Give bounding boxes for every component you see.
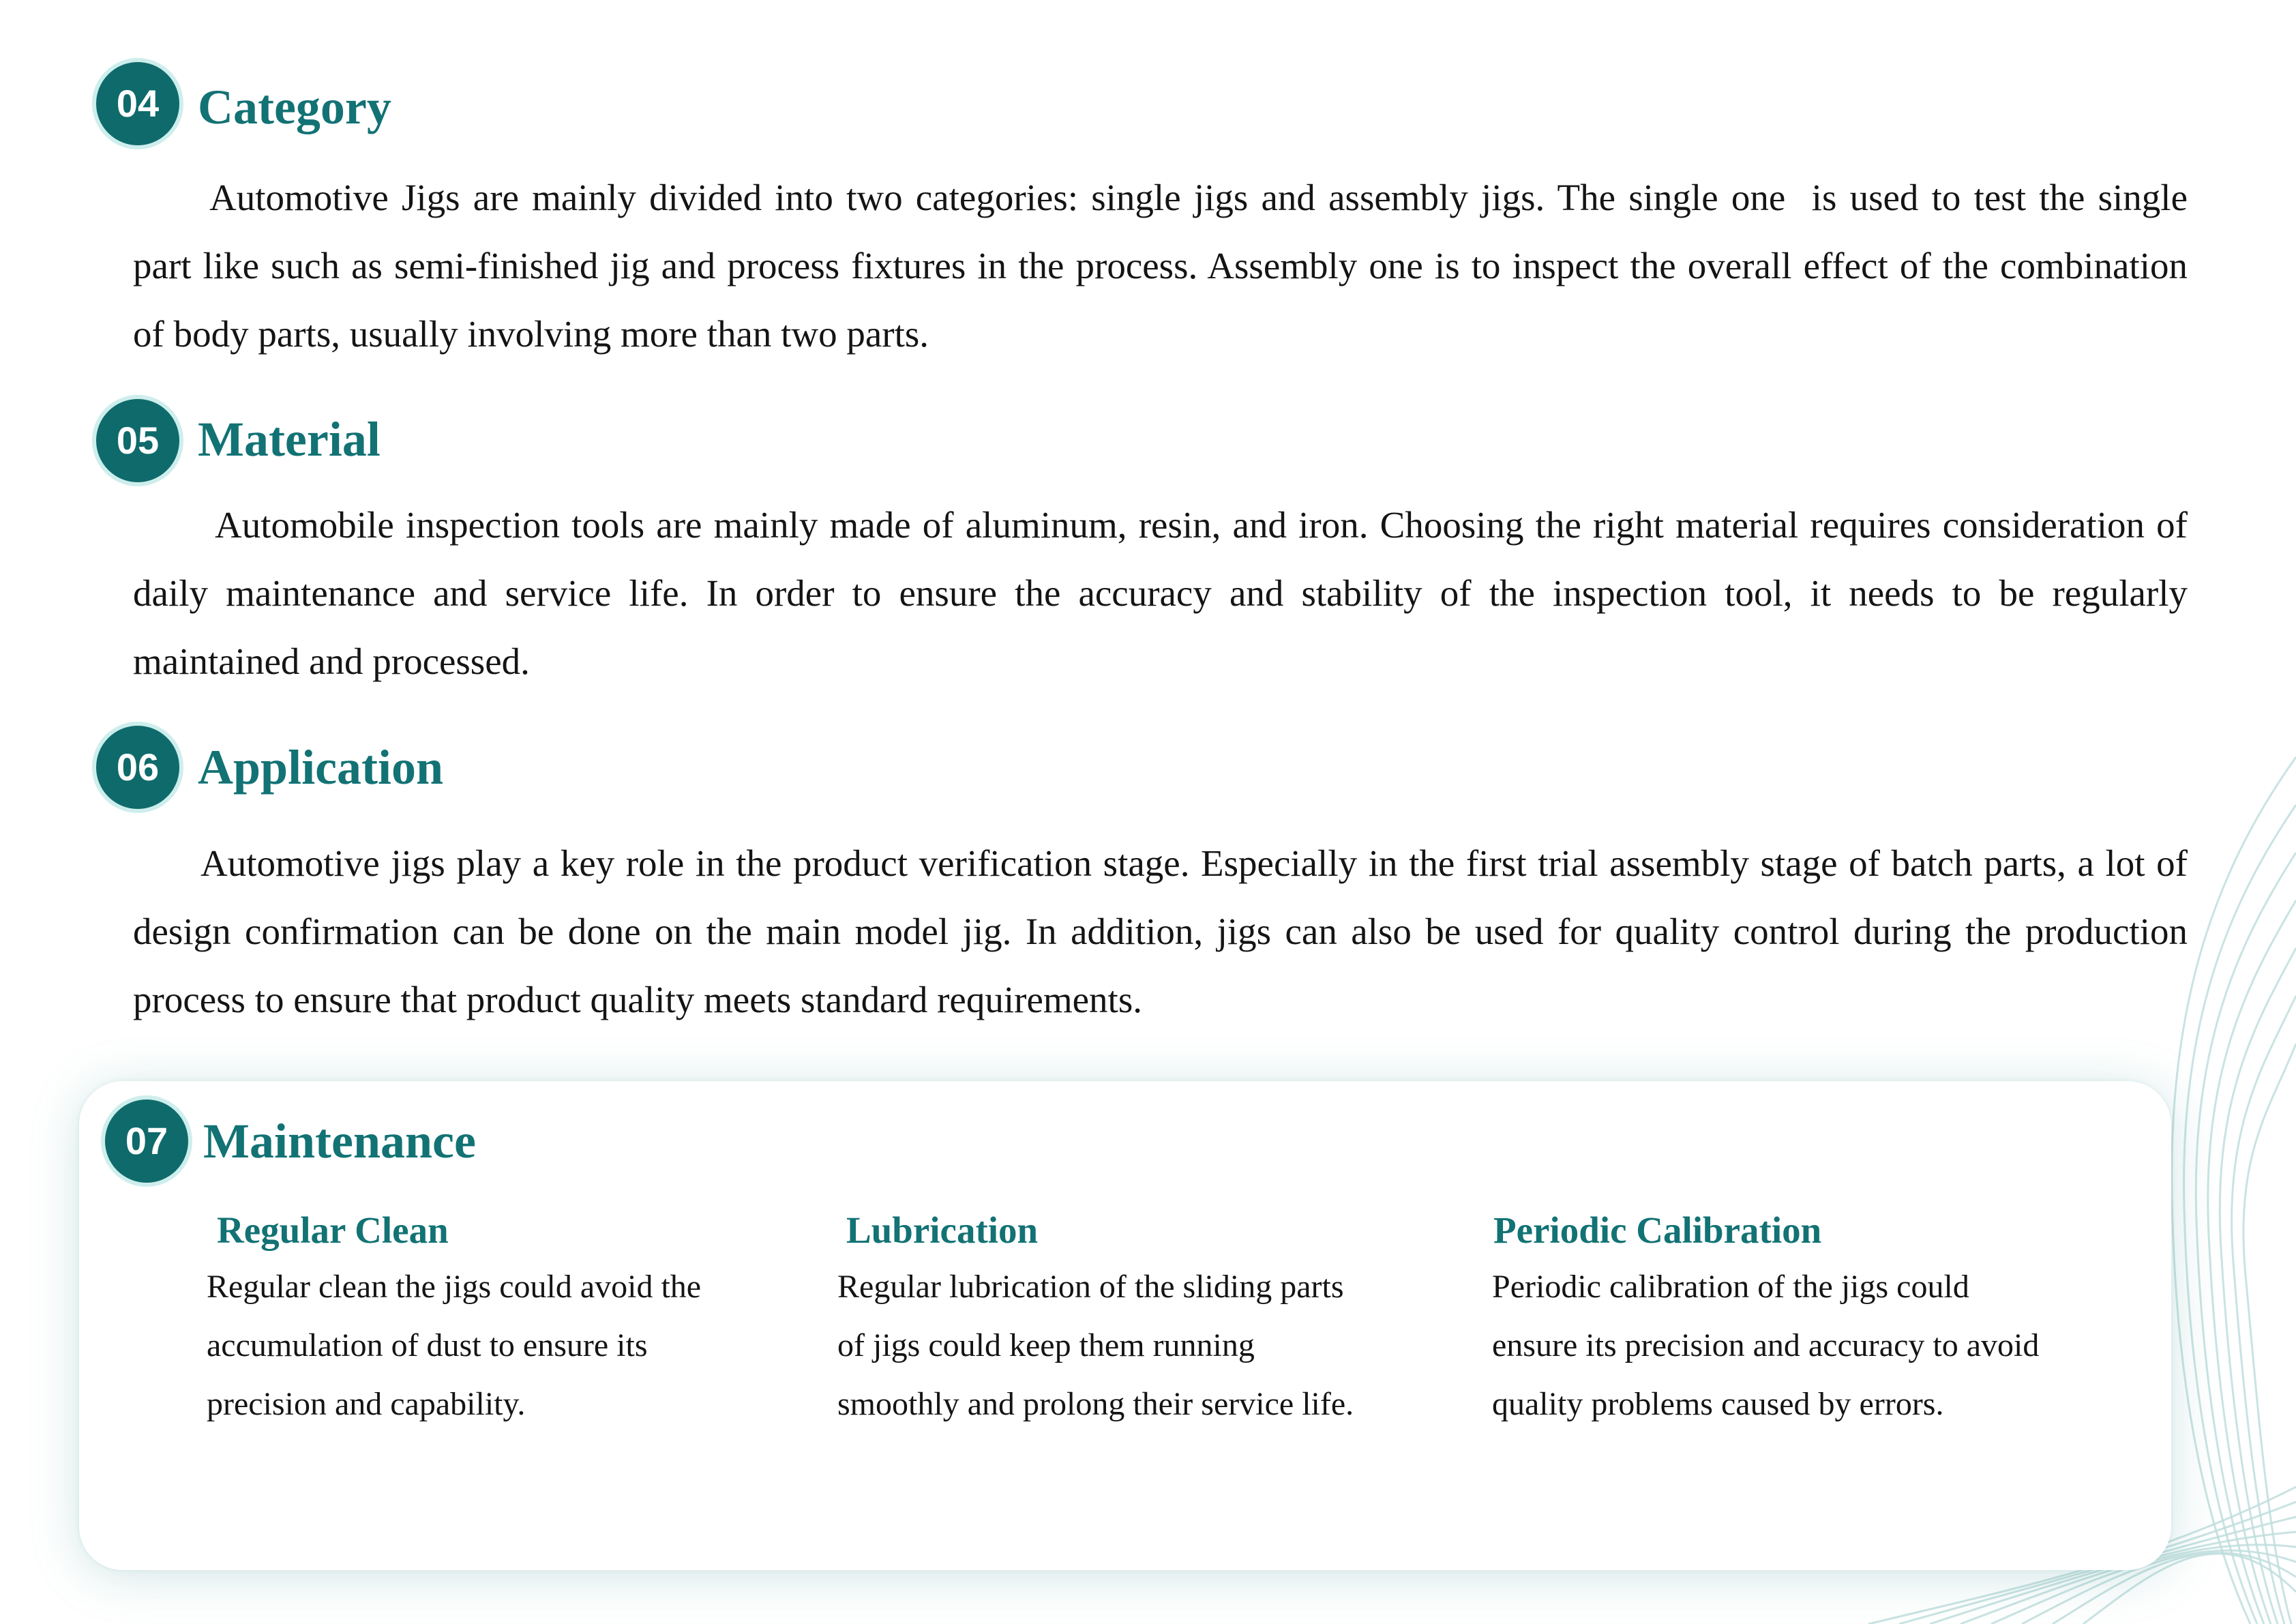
paragraph-line: process to ensure that product quality meets standard requirements.: [133, 979, 1142, 1020]
column-text-line: smoothly and prolong their service life.: [837, 1386, 1354, 1422]
section-number: 06: [116, 745, 160, 788]
maintenance-column-text: [1492, 1258, 2039, 1434]
wave-line: [2184, 805, 2296, 1624]
column-text-line: ensure its precision and accuracy to avoid: [1492, 1327, 2040, 1363]
column-text-line: accumulation of dust to ensure its: [207, 1327, 648, 1363]
maintenance-card: [79, 1081, 2171, 1570]
wave-line: [2243, 1044, 2296, 1624]
paragraph-line: part like such as semi-finished jig and process fixtures in the process. Assembly one is to inspect the overall effect of the combination: [133, 245, 2188, 286]
paragraph-line: design confirmation can be done on the main model jig. In addition, jigs can also be used for quality control during the production: [133, 911, 2188, 952]
wave-line: [2196, 853, 2296, 1624]
wave-line: [2208, 900, 2296, 1624]
maintenance-column-title: Regular Clean: [217, 1209, 449, 1251]
section-number-badge: [92, 58, 183, 149]
column-text-line: Periodic calibration of the jigs could: [1492, 1269, 1969, 1305]
maintenance-column-text: [837, 1258, 1354, 1434]
maintenance-column-text: [207, 1258, 701, 1434]
section-title: Maintenance: [203, 1114, 476, 1168]
paragraph-line: Automobile inspection tools are mainly made of aluminum, resin, and iron. Choosing the right material requires consideration of: [215, 504, 2188, 546]
section-number-badge: [92, 395, 183, 486]
maintenance-column-title: Periodic Calibration: [1493, 1209, 1822, 1251]
section-paragraph: [133, 829, 2188, 1034]
column-text-line: of jigs could keep them running: [837, 1327, 1255, 1363]
section-number: 04: [116, 82, 160, 125]
paragraph-line: of body parts, usually involving more than two parts.: [133, 313, 929, 355]
section-paragraph: [133, 164, 2188, 368]
section-number-badge: [101, 1095, 192, 1187]
paragraph-line: maintained and processed.: [133, 640, 530, 682]
section-title: Material: [198, 412, 381, 467]
maintenance-column-title: Lubrication: [846, 1209, 1039, 1251]
wave-line: [2220, 948, 2296, 1624]
section-title: Application: [198, 740, 444, 795]
column-text-line: quality problems caused by errors.: [1492, 1386, 1944, 1422]
section-number: 05: [116, 419, 160, 462]
section-number: 07: [125, 1119, 168, 1162]
paragraph-line: daily maintenance and service life. In order to ensure the accuracy and stability of the inspection tool, it needs to be regularly: [133, 572, 2188, 614]
wave-line: [2172, 757, 2296, 1624]
wave-line: [2232, 996, 2296, 1624]
section-paragraph: [133, 491, 2188, 696]
section-title: Category: [198, 80, 391, 134]
section-number-badge: [92, 722, 183, 813]
paragraph-line: Automotive Jigs are mainly divided into two categories: single jigs and assembly jigs. The single one is used to test the single: [209, 177, 2188, 218]
column-text-line: precision and capability.: [207, 1386, 526, 1422]
column-text-line: Regular clean the jigs could avoid the: [207, 1269, 702, 1305]
paragraph-line: Automotive jigs play a key role in the product verification stage. Especially in the first trial assembly stage of batch parts, a lot of: [200, 842, 2188, 884]
column-text-line: Regular lubrication of the sliding parts: [837, 1269, 1344, 1305]
